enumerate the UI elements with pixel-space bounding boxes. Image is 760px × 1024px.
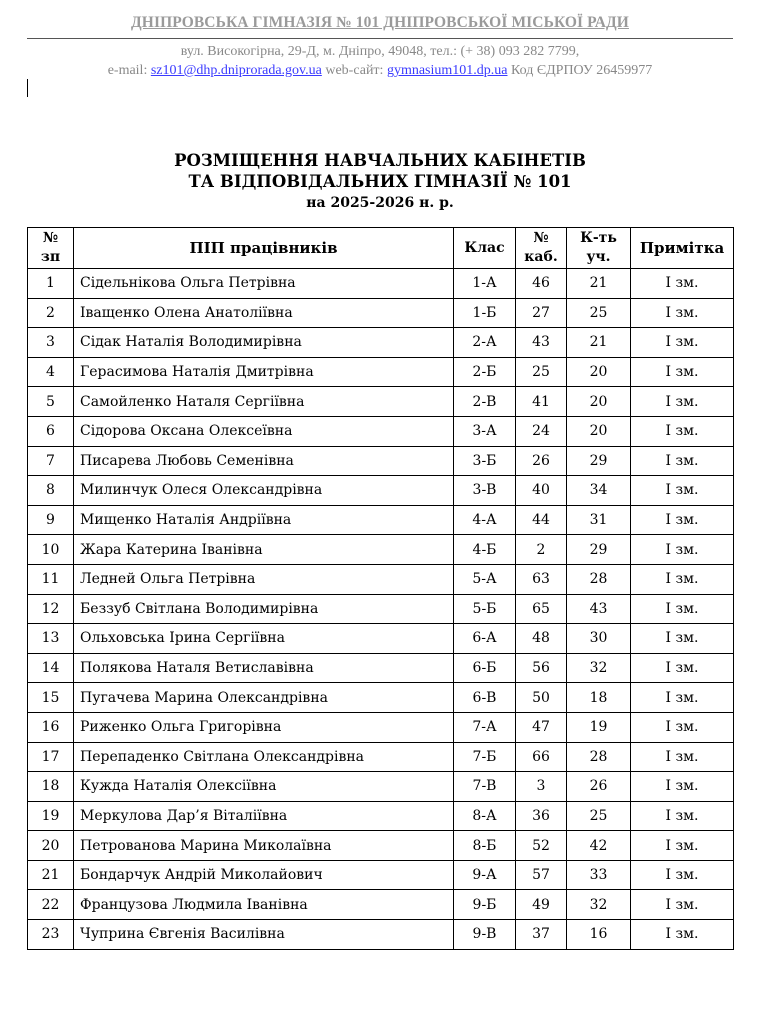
shift-note-cell: І зм. (631, 653, 734, 683)
table-row (28, 920, 734, 950)
table-row (28, 298, 734, 328)
email-label: e-mail: (107, 63, 151, 78)
employee-name-cell: Риженко Ольга Григорівна (74, 712, 454, 742)
room-number-cell: 36 (516, 801, 567, 831)
room-number-cell: 2 (516, 535, 567, 565)
shift-note-cell: І зм. (631, 712, 734, 742)
employee-name-cell: Мищенко Наталія Андріївна (74, 505, 454, 535)
room-number-cell: 26 (516, 446, 567, 476)
document-title-block (0, 150, 760, 214)
shift-note-cell: І зм. (631, 446, 734, 476)
row-number-cell: 3 (28, 328, 74, 358)
student-count-cell: 42 (567, 831, 631, 861)
employee-name-cell: Милинчук Олеся Олександрівна (74, 476, 454, 506)
class-cell: 8-А (454, 801, 516, 831)
class-cell: 7-В (454, 772, 516, 802)
shift-note-cell: І зм. (631, 416, 734, 446)
student-count-cell: 20 (567, 357, 631, 387)
class-cell: 5-Б (454, 594, 516, 624)
student-count-cell: 18 (567, 683, 631, 713)
class-cell: 2-А (454, 328, 516, 358)
row-number-cell: 6 (28, 416, 74, 446)
table-row (28, 594, 734, 624)
table-row (28, 416, 734, 446)
shift-note-cell: І зм. (631, 860, 734, 890)
row-number-cell: 12 (28, 594, 74, 624)
room-number-cell: 41 (516, 387, 567, 417)
table-row (28, 505, 734, 535)
employee-name-cell: Герасимова Наталія Дмитрівна (74, 357, 454, 387)
row-number-cell: 14 (28, 653, 74, 683)
employee-name-cell: Ольховська Ірина Сергіївна (74, 624, 454, 654)
text-cursor (27, 79, 28, 97)
shift-note-cell: І зм. (631, 801, 734, 831)
table-row (28, 564, 734, 594)
table-row (28, 742, 734, 772)
table-row (28, 801, 734, 831)
row-number-cell: 8 (28, 476, 74, 506)
employee-name-cell: Жара Катерина Іванівна (74, 535, 454, 565)
room-number-cell: 56 (516, 653, 567, 683)
room-number-cell: 57 (516, 860, 567, 890)
employee-name-cell: Сідорова Оксана Олексеївна (74, 416, 454, 446)
employee-name-cell: Французова Людмила Іванівна (74, 890, 454, 920)
student-count-cell: 33 (567, 860, 631, 890)
room-number-cell: 24 (516, 416, 567, 446)
room-number-cell: 66 (516, 742, 567, 772)
student-count-cell: 26 (567, 772, 631, 802)
row-number-cell: 19 (28, 801, 74, 831)
employee-name-cell: Іващенко Олена Анатоліївна (74, 298, 454, 328)
row-number-cell: 20 (28, 831, 74, 861)
student-count-cell: 28 (567, 742, 631, 772)
shift-note-cell: І зм. (631, 683, 734, 713)
shift-note-cell: І зм. (631, 328, 734, 358)
shift-note-cell: І зм. (631, 920, 734, 950)
student-count-cell: 29 (567, 446, 631, 476)
class-cell: 1-Б (454, 298, 516, 328)
table-body (28, 269, 734, 950)
room-number-cell: 49 (516, 890, 567, 920)
header-student-count: К-ть уч. (567, 228, 631, 269)
room-number-cell: 27 (516, 298, 567, 328)
row-number-cell: 15 (28, 683, 74, 713)
class-cell: 1-А (454, 269, 516, 299)
organization-contacts (0, 61, 760, 80)
employee-name-cell: Беззуб Світлана Володимирівна (74, 594, 454, 624)
table-row (28, 446, 734, 476)
employee-name-cell: Пугачева Марина Олександрівна (74, 683, 454, 713)
class-cell: 6-А (454, 624, 516, 654)
class-cell: 7-А (454, 712, 516, 742)
table-row (28, 712, 734, 742)
room-number-cell: 65 (516, 594, 567, 624)
row-number-cell: 1 (28, 269, 74, 299)
shift-note-cell: І зм. (631, 742, 734, 772)
employee-name-cell: Ледней Ольга Петрівна (74, 564, 454, 594)
class-cell: 9-Б (454, 890, 516, 920)
row-number-cell: 16 (28, 712, 74, 742)
shift-note-cell: І зм. (631, 624, 734, 654)
class-cell: 6-В (454, 683, 516, 713)
class-cell: 3-В (454, 476, 516, 506)
student-count-cell: 32 (567, 890, 631, 920)
shift-note-cell: І зм. (631, 298, 734, 328)
student-count-cell: 34 (567, 476, 631, 506)
employee-name-cell: Сідельнікова Ольга Петрівна (74, 269, 454, 299)
table-row (28, 328, 734, 358)
room-number-cell: 47 (516, 712, 567, 742)
shift-note-cell: І зм. (631, 476, 734, 506)
class-cell: 2-Б (454, 357, 516, 387)
employee-name-cell: Писарева Любовь Семенівна (74, 446, 454, 476)
header-name: ПІП працівників (74, 228, 454, 269)
shift-note-cell: І зм. (631, 505, 734, 535)
row-number-cell: 23 (28, 920, 74, 950)
room-number-cell: 44 (516, 505, 567, 535)
student-count-cell: 32 (567, 653, 631, 683)
class-cell: 8-Б (454, 831, 516, 861)
class-cell: 3-Б (454, 446, 516, 476)
student-count-cell: 30 (567, 624, 631, 654)
header-number: № зп (28, 228, 74, 269)
row-number-cell: 18 (28, 772, 74, 802)
document-subtitle: на 2025-2026 н. р. (306, 195, 454, 211)
shift-note-cell: І зм. (631, 269, 734, 299)
room-number-cell: 37 (516, 920, 567, 950)
table-row (28, 476, 734, 506)
student-count-cell: 25 (567, 801, 631, 831)
table-row (28, 683, 734, 713)
employee-name-cell: Полякова Наталя Ветиславівна (74, 653, 454, 683)
shift-note-cell: І зм. (631, 357, 734, 387)
table-row (28, 653, 734, 683)
employee-name-cell: Меркулова Дар’я Віталіївна (74, 801, 454, 831)
row-number-cell: 2 (28, 298, 74, 328)
student-count-cell: 43 (567, 594, 631, 624)
header-room: № каб. (516, 228, 567, 269)
class-cell: 4-А (454, 505, 516, 535)
shift-note-cell: І зм. (631, 535, 734, 565)
row-number-cell: 11 (28, 564, 74, 594)
document-title-line-2: ТА ВІДПОВІДАЛЬНИХ ГІМНАЗІЇ № 101 (188, 172, 572, 191)
room-number-cell: 40 (516, 476, 567, 506)
table-row (28, 624, 734, 654)
organization-name: ДНІПРОВСЬКА ГІМНАЗІЯ № 101 ДНІПРОВСЬКОЇ МІСЬКОЇ РАДИ (131, 14, 629, 31)
table-row (28, 387, 734, 417)
class-cell: 3-А (454, 416, 516, 446)
room-number-cell: 3 (516, 772, 567, 802)
student-count-cell: 28 (567, 564, 631, 594)
table-row (28, 535, 734, 565)
class-cell: 9-А (454, 860, 516, 890)
class-cell: 7-Б (454, 742, 516, 772)
row-number-cell: 21 (28, 860, 74, 890)
table-row (28, 772, 734, 802)
student-count-cell: 19 (567, 712, 631, 742)
header-divider (27, 38, 733, 39)
student-count-cell: 20 (567, 416, 631, 446)
row-number-cell: 5 (28, 387, 74, 417)
organization-address: вул. Високогірна, 29-Д, м. Дніпро, 49048, тел.: (+ 38) 093 282 7799, (180, 44, 580, 59)
shift-note-cell: І зм. (631, 564, 734, 594)
staff-table (27, 227, 734, 950)
row-number-cell: 7 (28, 446, 74, 476)
table-row (28, 860, 734, 890)
student-count-cell: 21 (567, 269, 631, 299)
employee-name-cell: Чуприна Євгенія Василівна (74, 920, 454, 950)
room-number-cell: 48 (516, 624, 567, 654)
row-number-cell: 4 (28, 357, 74, 387)
header-note: Примітка (631, 228, 734, 269)
table-row (28, 890, 734, 920)
employee-name-cell: Перепаденко Світлана Олександрівна (74, 742, 454, 772)
row-number-cell: 13 (28, 624, 74, 654)
table-header-row (28, 228, 734, 269)
class-cell: 6-Б (454, 653, 516, 683)
edrpou-code: Код ЄДРПОУ 26459977 (507, 63, 653, 78)
class-cell: 5-А (454, 564, 516, 594)
room-number-cell: 46 (516, 269, 567, 299)
shift-note-cell: І зм. (631, 387, 734, 417)
shift-note-cell: І зм. (631, 772, 734, 802)
document-title-line-1: РОЗМІЩЕННЯ НАВЧАЛЬНИХ КАБІНЕТІВ (174, 151, 586, 170)
student-count-cell: 20 (567, 387, 631, 417)
room-number-cell: 52 (516, 831, 567, 861)
student-count-cell: 21 (567, 328, 631, 358)
class-cell: 4-Б (454, 535, 516, 565)
employee-name-cell: Сідак Наталія Володимирівна (74, 328, 454, 358)
row-number-cell: 9 (28, 505, 74, 535)
table-row (28, 357, 734, 387)
student-count-cell: 29 (567, 535, 631, 565)
header-class: Клас (454, 228, 516, 269)
shift-note-cell: І зм. (631, 594, 734, 624)
row-number-cell: 17 (28, 742, 74, 772)
table-row (28, 269, 734, 299)
student-count-cell: 25 (567, 298, 631, 328)
class-cell: 2-В (454, 387, 516, 417)
website-label: web-сайт: (321, 63, 387, 78)
shift-note-cell: І зм. (631, 831, 734, 861)
table-row (28, 831, 734, 861)
employee-name-cell: Кужда Наталія Олексіївна (74, 772, 454, 802)
row-number-cell: 22 (28, 890, 74, 920)
student-count-cell: 16 (567, 920, 631, 950)
student-count-cell: 31 (567, 505, 631, 535)
row-number-cell: 10 (28, 535, 74, 565)
shift-note-cell: І зм. (631, 890, 734, 920)
website-link[interactable]: gymnasium101.dp.ua (386, 63, 508, 78)
room-number-cell: 63 (516, 564, 567, 594)
employee-name-cell: Бондарчук Андрій Миколайович (74, 860, 454, 890)
room-number-cell: 25 (516, 357, 567, 387)
employee-name-cell: Самойленко Наталя Сергіївна (74, 387, 454, 417)
employee-name-cell: Петрованова Марина Миколаївна (74, 831, 454, 861)
class-cell: 9-В (454, 920, 516, 950)
email-link[interactable]: sz101@dhp.dniprorada.gov.ua (150, 63, 322, 78)
room-number-cell: 50 (516, 683, 567, 713)
room-number-cell: 43 (516, 328, 567, 358)
